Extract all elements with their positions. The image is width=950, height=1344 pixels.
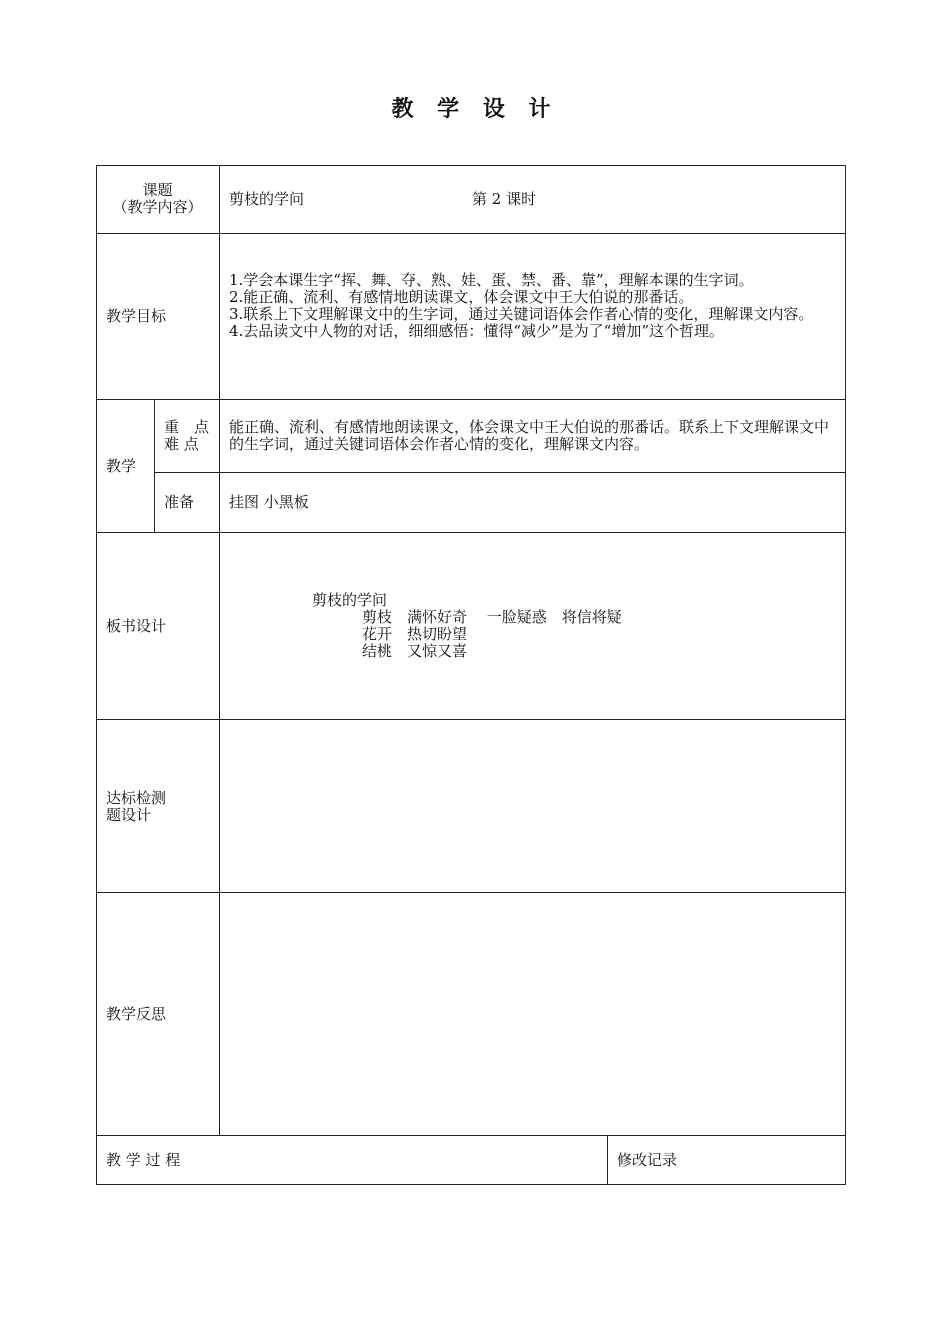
test-design-label <box>106 790 166 824</box>
board-heading: 剪枝的学问 <box>312 591 388 609</box>
board-line: 剪枝 满怀好奇 一脸疑惑 将信将疑 <box>362 608 622 626</box>
row-divider <box>96 892 846 893</box>
table-border-right <box>845 165 846 1185</box>
test-label-line1: 达标检测 <box>106 789 167 807</box>
test-label-line2: 题设计 <box>106 806 152 824</box>
lesson-plan-table <box>96 165 846 1185</box>
row-divider <box>96 532 846 533</box>
key-label-line1: 重 点 <box>164 418 210 436</box>
lesson-title: 剪枝的学问 <box>229 190 305 208</box>
table-border-bottom <box>96 1184 846 1185</box>
goal-item: 2.能正确、流利、有感情地朗读课文，体会课文中王大伯说的那番话。 <box>229 288 694 306</box>
board-line: 花开 热切盼望 <box>362 625 468 643</box>
goals-label: 教学目标 <box>106 307 167 325</box>
column-divider <box>219 165 220 1135</box>
board-line: 结桃 又惊又喜 <box>362 642 468 660</box>
topic-label <box>96 182 219 216</box>
column-divider <box>607 1135 608 1185</box>
reflection-label: 教学反思 <box>106 1005 167 1023</box>
key-difficulty-label <box>164 419 209 453</box>
teaching-label: 教学 <box>106 457 137 475</box>
board-label: 板书设计 <box>106 617 167 635</box>
topic-label-line2: （教学内容） <box>112 198 203 216</box>
row-divider <box>96 233 846 234</box>
process-label: 教 学 过 程 <box>106 1151 181 1169</box>
goal-item: 3.联系上下文理解课文中的生字词，通过关键词语体会作者心情的变化，理解课文内容。 <box>229 305 814 323</box>
prep-label: 准备 <box>164 493 195 511</box>
prep-text: 挂图 小黑板 <box>229 493 309 511</box>
lesson-period: 第 2 课时 <box>472 190 537 208</box>
goals-list <box>229 272 837 340</box>
row-divider <box>154 472 846 473</box>
key-difficulty-text: 能正确、流利、有感情地朗读课文，体会课文中王大伯说的那番话。联系上下文理解课文中的生字词，通过关键词语体会作者心情的变化，理解课文内容。 <box>229 418 830 453</box>
row-divider <box>96 719 846 720</box>
row-divider <box>96 399 846 400</box>
revision-label: 修改记录 <box>617 1151 678 1169</box>
row-divider <box>96 1135 846 1136</box>
key-label-line2: 难 点 <box>164 435 199 453</box>
topic-label-line1: 课题 <box>142 181 173 199</box>
table-border-left <box>96 165 97 1185</box>
goal-item: 1.学会本课生字“挥、舞、夺、熟、娃、蛋、禁、番、靠”，理解本课的生字词。 <box>229 271 754 289</box>
page-title: 教 学 设 计 <box>391 96 559 122</box>
column-divider <box>154 399 155 532</box>
goal-item: 4.去品读文中人物的对话，细细感悟：懂得“减少”是为了“增加”这个哲理。 <box>229 322 724 340</box>
table-border-top <box>96 165 846 166</box>
